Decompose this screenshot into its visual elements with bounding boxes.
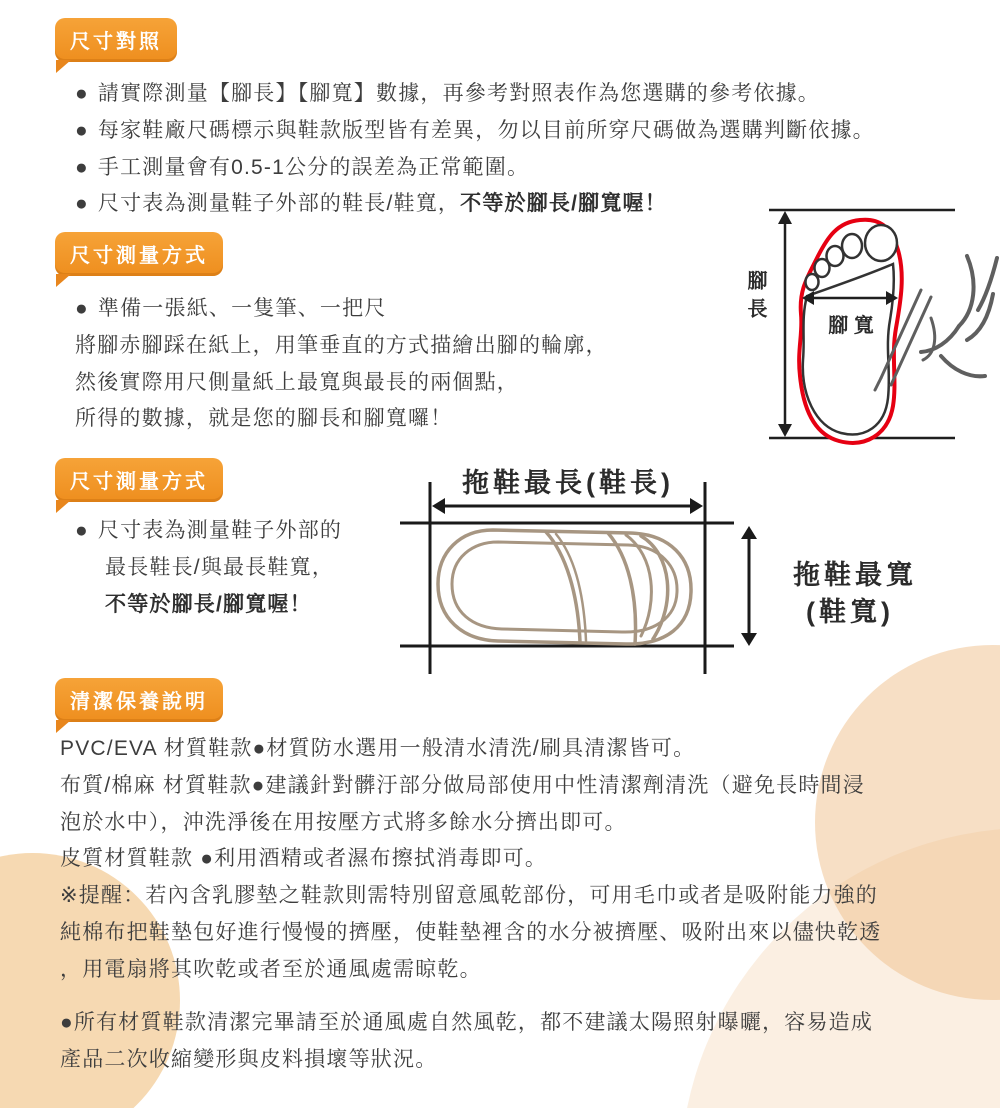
text-line: 布質/棉麻 材質鞋款●建議針對髒汙部分做局部使用中性清潔劑清洗（避免長時間浸: [60, 773, 865, 797]
bullet-item: ● 尺寸表為測量鞋子外部的鞋長/鞋寬，不等於腳長/腳寬喔！: [75, 192, 667, 216]
bullet-dot-icon: ●: [75, 118, 89, 142]
text-line: ※提醒：若內含乳膠墊之鞋款則需特別留意風乾部份，可用毛巾或者是吸附能力強的: [60, 884, 878, 908]
foot-length-arrow: [778, 211, 792, 437]
text-line: 將腳赤腳踩在紙上，用筆垂直的方式描繪出腳的輪廓，: [75, 333, 608, 357]
measure-shoe-notes: [75, 513, 342, 623]
bullet-dot-icon: ●: [75, 82, 89, 105]
foot-width-label: 腳 寬: [828, 315, 874, 337]
text-line: ，用電扇將其吹乾或者至於通風處需晾乾。: [60, 957, 482, 981]
bullet-item: ● 尺寸表為測量鞋子外部的: [75, 519, 343, 542]
measure-foot-badge-label: 尺寸測量方式: [70, 245, 208, 267]
bullet-dot-icon: ●: [75, 297, 89, 320]
slipper-width-label: 拖鞋最寬: [793, 560, 917, 590]
measure-foot-badge: [55, 232, 223, 276]
slipper-measurement-diagram: [398, 456, 1000, 688]
slipper-length-arrow: [432, 498, 703, 514]
text-line: 產品二次收縮變形與皮料損壞等狀況。: [60, 1047, 438, 1071]
care-badge: [55, 678, 223, 722]
foot-measurement-diagram: [735, 198, 1000, 453]
size-chart-badge: [55, 18, 177, 62]
slipper-length-label: 拖鞋最長(鞋長): [462, 468, 674, 498]
bullet-item: ● 每家鞋廠尺碼標示與鞋款版型皆有差異，勿以目前所穿尺碼做為選購判斷依據。: [75, 118, 875, 142]
bullet-dot-icon: ●: [75, 155, 89, 179]
slipper-width-arrow: [741, 526, 757, 646]
text-line: 不等於腳長/腳寬喔！: [105, 592, 312, 616]
text-line: 然後實際用尺側量紙上最寬與最長的兩個點，: [75, 370, 519, 394]
measure-shoe-badge-label: 尺寸測量方式: [70, 471, 208, 493]
size-chart-badge-label: 尺寸對照: [70, 31, 162, 53]
text-line: 皮質材質鞋款 ●利用酒精或者濕布擦拭消毒即可。: [60, 847, 548, 871]
bullet-item: ● 準備一張紙、一隻筆、一把尺: [75, 297, 387, 320]
care-final-note: [60, 1005, 873, 1079]
bullet-item: ● 手工測量會有0.5-1公分的誤差為正常範圍。: [75, 155, 530, 179]
slipper-width-label-2: (鞋寬): [806, 597, 894, 627]
text-line: PVC/EVA 材質鞋款●材質防水選用一般清水清洗/刷具清潔皆可。: [60, 737, 696, 760]
bullet-dot-icon: ●: [75, 192, 89, 216]
text-line: ●所有材質鞋款清潔完畢請至於通風處自然風乾，都不建議太陽照射曝曬，容易造成: [60, 1011, 874, 1034]
text-line: 泡於水中），沖洗淨後在用按壓方式將多餘水分擠出即可。: [60, 810, 627, 834]
measure-foot-notes: [75, 291, 608, 438]
foot-length-label: 腳長: [744, 270, 766, 326]
text-line: 純棉布把鞋墊包好進行慢慢的擠壓，使鞋墊裡含的水分被擠壓、吸附出來以儘快乾透: [60, 920, 882, 944]
bullet-item: ● 請實際測量【腳長】【腳寬】數據，再參考對照表作為您選購的參考依據。: [75, 82, 820, 105]
measure-shoe-badge: [55, 458, 223, 502]
bullet-dot-icon: ●: [75, 519, 89, 542]
text-line: 所得的數據，就是您的腳長和腳寬囉！: [75, 407, 453, 431]
text-line: 最長鞋長/與最長鞋寬，: [105, 555, 335, 579]
care-badge-label: 清潔保養說明: [70, 691, 208, 713]
slipper-illustration: [438, 530, 691, 644]
care-notes: [60, 731, 881, 989]
